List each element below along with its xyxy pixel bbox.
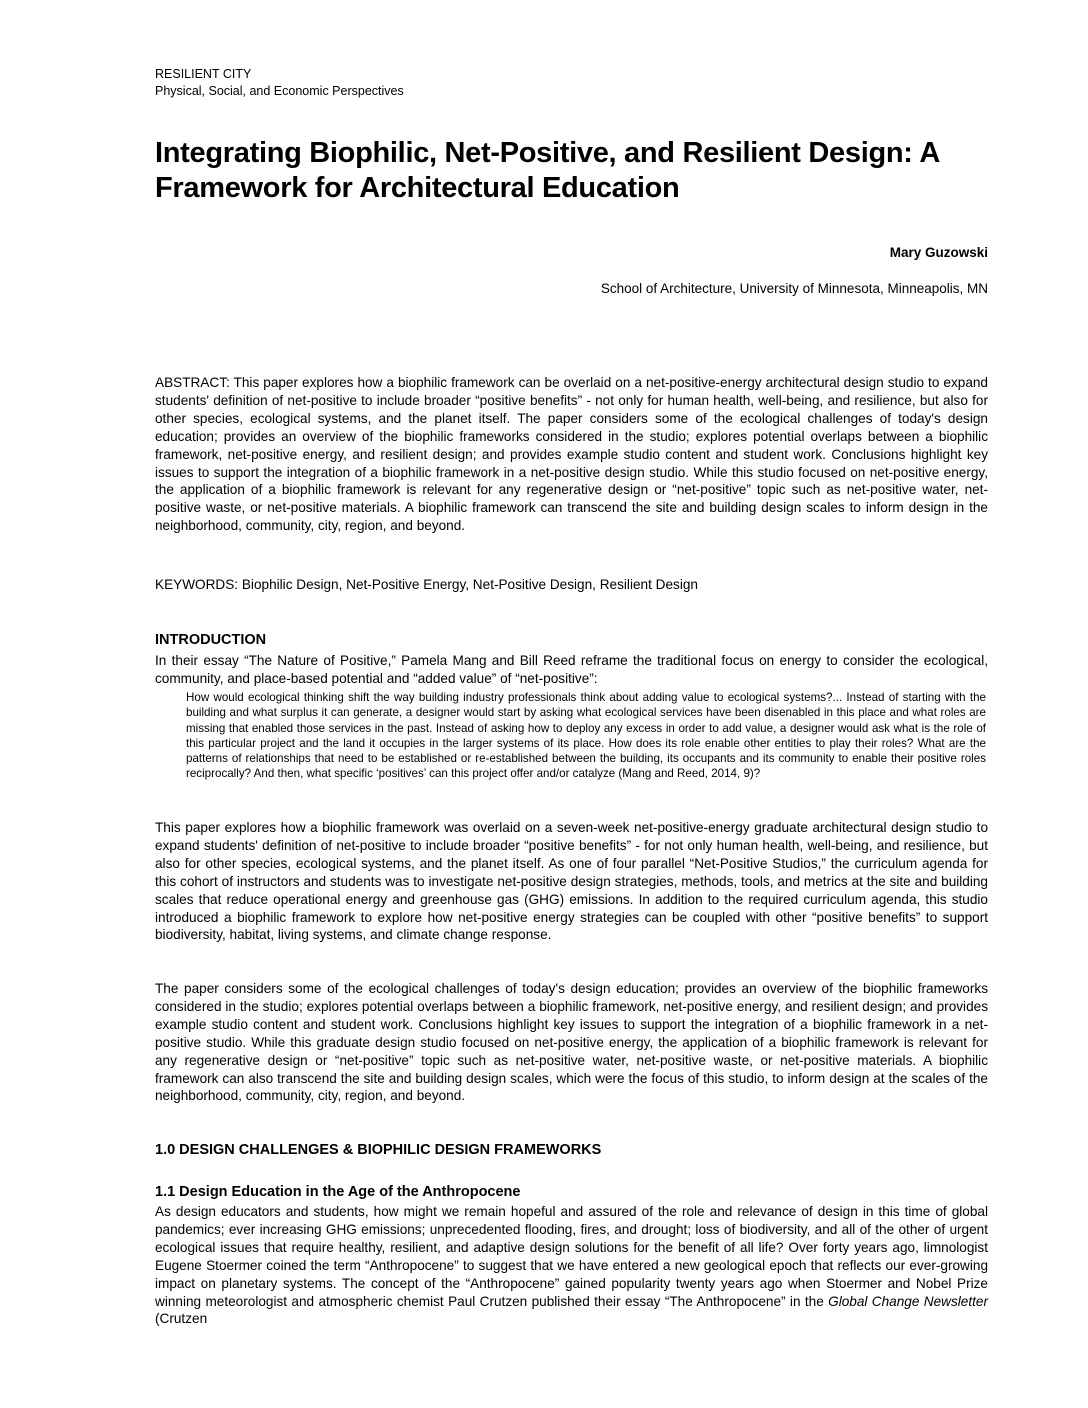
author-affiliation: School of Architecture, University of Minnesota, Minneapolis, MN	[600, 281, 988, 296]
introduction-paragraph-1: This paper explores how a biophilic framework was overlaid on a seven-week net-positive-energy graduate architectural design studio to expand students' definition of net-positive to include broader “positive benefits” - for not only human health, well-being, and resilience, but also for other species, ecological systems, and the planet itself. As one of four parallel “Net-Positive Studios,” the curriculum agenda for this cohort of instructors and students was to investigate net-positive design strategies, methods, tools, and metrics at the site and building scales that reduce operational energy and greenhouse gas (GHG) emissions. In addition to the required curriculum agenda, this studio introduced a biophilic framework to explore how net-positive energy strategies can be coupled with other “positive benefits” to support biodiversity, habitat, living systems, and climate change response.	[155, 820, 988, 943]
block-quote: How would ecological thinking shift the way building industry professionals think about adding value to ecological systems?... Instead of starting with the building and what surplus it can generate, a designer would start by asking what ecological services have been disenabled in this place and what roles are missing that enabled those services in the past. Instead of asking how to deploy any excess in order to add value, a designer would ask what is the role of this particular project and the land it occupies in the larger systems of its place. How does its role enable other entities to play their roles? What are the patterns of relationships that need to be established or re-established between the building, its occupants and its community to enable their positive roles reciprocally? And then, what specific ‘positives’ can this project offer and/or catalyze (Mang and Reed, 2014, 9)?	[186, 691, 986, 781]
section-heading: 1.0 DESIGN CHALLENGES & BIOPHILIC DESIGN FRAMEWORKS	[155, 1142, 602, 1158]
author-name: Mary Guzowski	[889, 245, 988, 260]
paper-title: Integrating Biophilic, Net-Positive, and Resilient Design: A Framework for Architectural Education	[155, 137, 939, 204]
section-paragraph	[155, 1203, 988, 1328]
publication-title: Global Change Newsletter	[828, 1293, 988, 1309]
abstract-label: ABSTRACT:	[155, 375, 230, 390]
abstract-text: This paper explores how a biophilic framework can be overlaid on a net-positive-energy architectural design studio to expand students' definition of net-positive to include broader “positive benefits” - not only for human health, well-being, and resilience, but also for other species, ecological systems, and the planet itself. The paper considers some of the ecological challenges of today's design education; provides an overview of the biophilic frameworks considered in the studio; explores potential overlaps between a biophilic framework, net-positive energy, and resilient design; and provides example studio content and student work. Conclusions highlight key issues to support the integration of a biophilic framework in a net-positive design studio. While this studio focused on net-positive energy, the application of a biophilic framework is relevant for any regenerative design or “net-positive” topic such as net-positive water, net-positive waste, or net-positive materials. A biophilic framework can transcend the site and building design scales to inform design in the neighborhood, community, city, region, and beyond.	[155, 375, 988, 534]
introduction-paragraph-2: The paper considers some of the ecological challenges of today's design education; provides an overview of the biophilic frameworks considered in the studio; explores potential overlaps between a biophilic framework, net-positive energy, and resilient design; and provides example studio content and student work. Conclusions highlight key issues to support the integration of a biophilic framework in a net-positive studio. While this graduate design studio focused on net-positive energy, the application of a biophilic framework is relevant for any regenerative design or “net-positive” topic such as net-positive water, net-positive waste, or net-positive materials. A biophilic framework can also transcend the site and building design scales, which were the focus of this studio, to inform design at the scales of the neighborhood, community, city, region, and beyond.	[155, 981, 988, 1104]
introduction-lead: In their essay “The Nature of Positive,” Pamela Mang and Bill Reed reframe the traditional focus on energy to consider the ecological, community, and place-based potential and “added value” of “net-positive”:	[155, 653, 988, 686]
section-text: As design educators and students, how might we remain hopeful and assured of the role and relevance of design in this time of global pandemics; ever increasing GHG emissions; unprecedented flooding, fires, and drought; loss of biodiversity, and all of the other of urgent ecological issues that require healthy, resilient, and adaptive design solutions for the benefit of all life? Over forty years ago, limnologist Eugene Stoermer coined the term “Anthropocene” to suggest that we have entered a new geological epoch that reflects our ever-growing impact on planetary systems. The concept of the “Anthropocene” gained popularity twenty years ago when Stoermer and Nobel Prize winning meteorologist and atmospheric chemist Paul Crutzen published their essay “The Anthropocene” in the	[155, 1204, 988, 1309]
subsection-heading: 1.1 Design Education in the Age of the Anthropocene	[155, 1184, 521, 1200]
introduction-heading: INTRODUCTION	[155, 632, 267, 648]
section-text-end: (Crutzen	[155, 1311, 208, 1327]
running-head	[155, 66, 404, 100]
keywords	[155, 576, 988, 594]
keywords-label: KEYWORDS:	[155, 577, 239, 592]
journal-subtitle: Physical, Social, and Economic Perspectives	[155, 84, 404, 98]
journal-title: RESILIENT CITY	[155, 67, 252, 81]
keywords-text: Biophilic Design, Net-Positive Energy, Net-Positive Design, Resilient Design	[238, 577, 698, 592]
abstract	[155, 374, 988, 535]
